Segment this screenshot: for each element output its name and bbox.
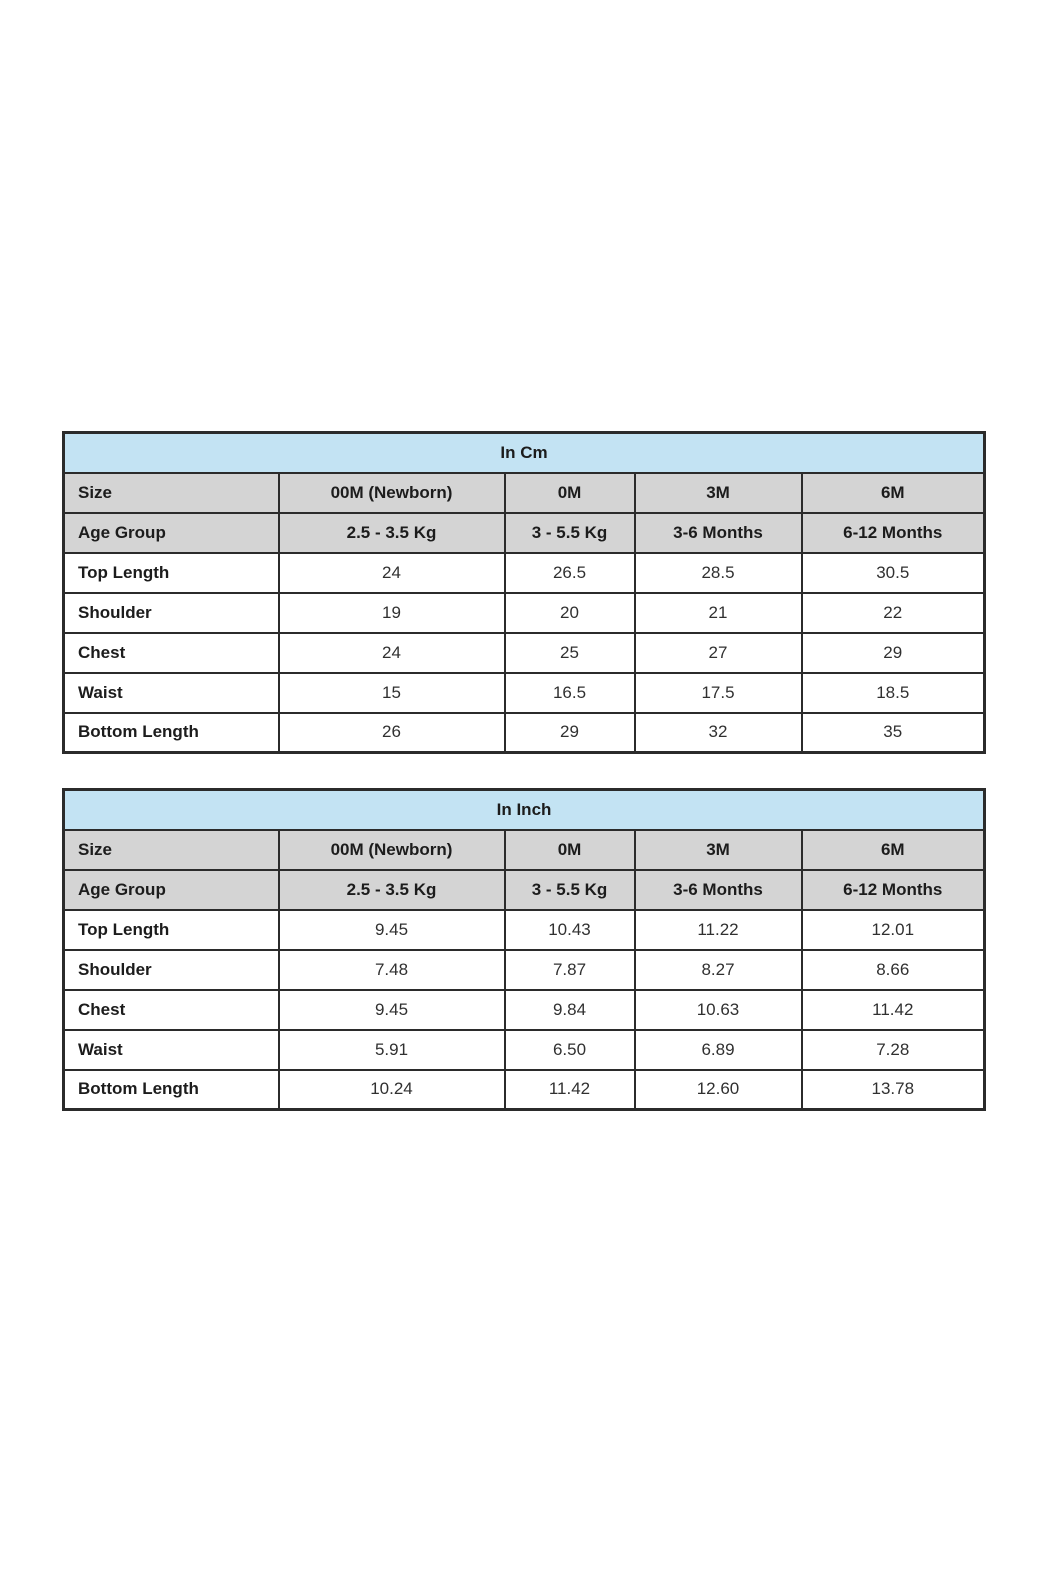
row-chest <box>64 633 985 673</box>
row-chest <box>64 990 985 1030</box>
cell-value: 26.5 <box>505 553 635 593</box>
cell-value: 29 <box>802 633 985 673</box>
row-label-top-length: Top Length <box>64 910 279 950</box>
size-table-cm <box>62 431 986 754</box>
row-label-age-group: Age Group <box>64 513 279 553</box>
table-title-row <box>64 790 985 830</box>
cell-value: 32 <box>635 713 802 753</box>
header-row-age-group <box>64 513 985 553</box>
cell-value: 6.89 <box>635 1030 802 1070</box>
size-table-inch <box>62 788 986 1111</box>
row-top-length <box>64 553 985 593</box>
cell-value: 24 <box>279 553 505 593</box>
col-header-3m: 3M <box>635 830 802 870</box>
age-cell: 2.5 - 3.5 Kg <box>279 513 505 553</box>
cell-value: 21 <box>635 593 802 633</box>
cell-value: 28.5 <box>635 553 802 593</box>
age-cell: 3 - 5.5 Kg <box>505 513 635 553</box>
cell-value: 11.42 <box>505 1070 635 1110</box>
header-row-size <box>64 830 985 870</box>
cell-value: 9.45 <box>279 990 505 1030</box>
cell-value: 25 <box>505 633 635 673</box>
cell-value: 10.24 <box>279 1070 505 1110</box>
row-label-chest: Chest <box>64 990 279 1030</box>
cell-value: 18.5 <box>802 673 985 713</box>
col-header-0m: 0M <box>505 830 635 870</box>
cell-value: 10.43 <box>505 910 635 950</box>
cell-value: 19 <box>279 593 505 633</box>
cell-value: 5.91 <box>279 1030 505 1070</box>
row-label-size: Size <box>64 473 279 513</box>
cell-value: 9.45 <box>279 910 505 950</box>
row-shoulder <box>64 950 985 990</box>
col-header-0m: 0M <box>505 473 635 513</box>
cell-value: 9.84 <box>505 990 635 1030</box>
row-label-shoulder: Shoulder <box>64 950 279 990</box>
row-label-top-length: Top Length <box>64 553 279 593</box>
row-label-shoulder: Shoulder <box>64 593 279 633</box>
cell-value: 30.5 <box>802 553 985 593</box>
header-row-size <box>64 473 985 513</box>
cell-value: 27 <box>635 633 802 673</box>
cell-value: 11.22 <box>635 910 802 950</box>
cell-value: 8.66 <box>802 950 985 990</box>
table-title-row <box>64 433 985 473</box>
row-label-waist: Waist <box>64 1030 279 1070</box>
cell-value: 29 <box>505 713 635 753</box>
col-header-6m: 6M <box>802 473 985 513</box>
cell-value: 7.28 <box>802 1030 985 1070</box>
table-title-cm: In Cm <box>64 433 985 473</box>
row-waist <box>64 673 985 713</box>
cell-value: 12.60 <box>635 1070 802 1110</box>
col-header-3m: 3M <box>635 473 802 513</box>
age-cell: 3-6 Months <box>635 513 802 553</box>
table-title-inch: In Inch <box>64 790 985 830</box>
cell-value: 7.48 <box>279 950 505 990</box>
cell-value: 10.63 <box>635 990 802 1030</box>
col-header-00m: 00M (Newborn) <box>279 830 505 870</box>
row-bottom-length <box>64 713 985 753</box>
row-shoulder <box>64 593 985 633</box>
col-header-6m: 6M <box>802 830 985 870</box>
cell-value: 17.5 <box>635 673 802 713</box>
header-row-age-group <box>64 870 985 910</box>
cell-value: 13.78 <box>802 1070 985 1110</box>
cell-value: 22 <box>802 593 985 633</box>
cell-value: 20 <box>505 593 635 633</box>
row-label-age-group: Age Group <box>64 870 279 910</box>
age-cell: 6-12 Months <box>802 513 985 553</box>
cell-value: 11.42 <box>802 990 985 1030</box>
cell-value: 35 <box>802 713 985 753</box>
cell-value: 6.50 <box>505 1030 635 1070</box>
row-label-waist: Waist <box>64 673 279 713</box>
row-label-chest: Chest <box>64 633 279 673</box>
age-cell: 3 - 5.5 Kg <box>505 870 635 910</box>
row-label-size: Size <box>64 830 279 870</box>
cell-value: 26 <box>279 713 505 753</box>
cell-value: 15 <box>279 673 505 713</box>
cell-value: 16.5 <box>505 673 635 713</box>
row-label-bottom-length: Bottom Length <box>64 713 279 753</box>
row-bottom-length <box>64 1070 985 1110</box>
col-header-00m: 00M (Newborn) <box>279 473 505 513</box>
row-top-length <box>64 910 985 950</box>
cell-value: 12.01 <box>802 910 985 950</box>
age-cell: 6-12 Months <box>802 870 985 910</box>
cell-value: 24 <box>279 633 505 673</box>
row-label-bottom-length: Bottom Length <box>64 1070 279 1110</box>
age-cell: 2.5 - 3.5 Kg <box>279 870 505 910</box>
cell-value: 7.87 <box>505 950 635 990</box>
age-cell: 3-6 Months <box>635 870 802 910</box>
row-waist <box>64 1030 985 1070</box>
cell-value: 8.27 <box>635 950 802 990</box>
